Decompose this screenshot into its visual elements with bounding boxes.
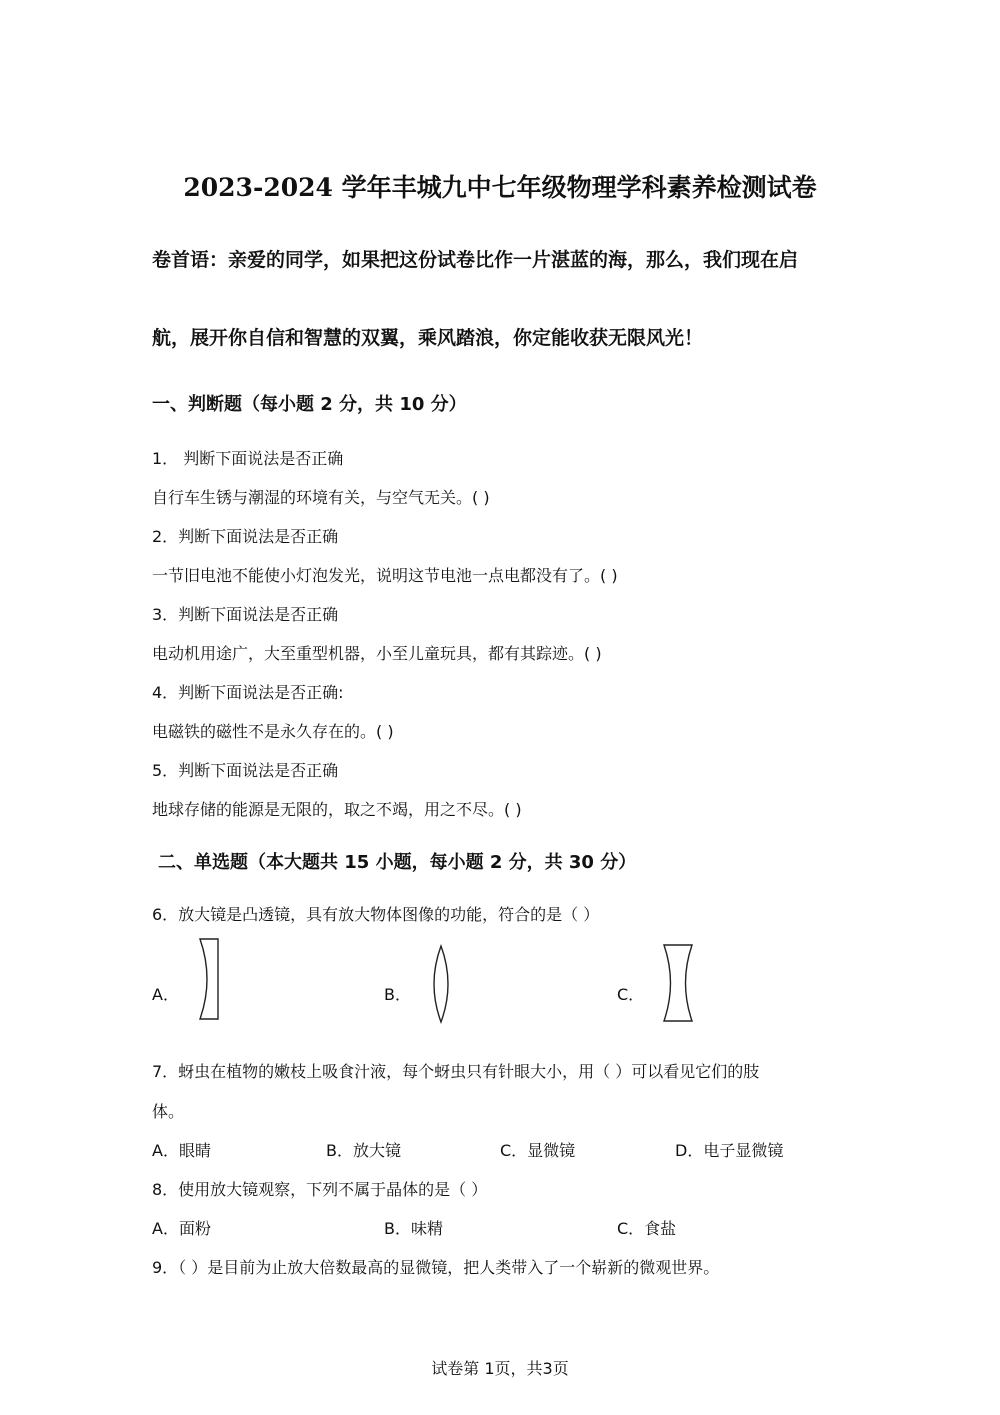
question-5-statement: 地球存储的能源是无限的，取之不竭，用之不尽。( ): [152, 800, 522, 819]
question-3-statement: 电动机用途广，大至重型机器，小至儿童玩具，都有其踪迹。( ): [152, 644, 602, 663]
preface-line-2: 航，展开你自信和智慧的双翼，乘风踏浪，你定能收获无限风光！: [152, 327, 704, 349]
question-6-stem: 6．放大镜是凸透镜，具有放大物体图像的功能，符合的是（ ）: [152, 905, 600, 924]
question-7-option-b: B．放大镜: [326, 1141, 401, 1160]
preface-line-1: 卷首语：亲爱的同学，如果把这份试卷比作一片湛蓝的海，那么，我们现在启: [152, 249, 799, 271]
question-6-option-a: A．: [152, 985, 179, 1004]
question-8-option-b: B．味精: [384, 1219, 443, 1238]
question-5-stem: 5．判断下面说法是否正确: [152, 761, 339, 780]
biconvex-lens-icon: [428, 944, 454, 1024]
question-7-stem-line-2: 体。: [152, 1102, 185, 1121]
question-6-option-b: B．: [384, 985, 411, 1004]
question-8-option-c: C．食盐: [617, 1219, 677, 1238]
question-2-stem: 2．判断下面说法是否正确: [152, 527, 339, 546]
page-footer: 试卷第 1页，共3页: [431, 1359, 569, 1378]
biconcave-lens-icon: [661, 943, 695, 1023]
question-1-statement: 自行车生锈与潮湿的环境有关，与空气无关。( ): [152, 488, 490, 507]
question-8-stem: 8．使用放大镜观察，下列不属于晶体的是（ ）: [152, 1180, 488, 1199]
section-2-heading: 二、单选题（本大题共 15 小题，每小题 2 分，共 30 分）: [158, 852, 637, 873]
question-6-option-c: C．: [617, 985, 645, 1004]
question-9-stem: 9．（ ）是目前为止放大倍数最高的显微镜，把人类带入了一个崭新的微观世界。: [152, 1258, 720, 1277]
question-4-stem: 4．判断下面说法是否正确:: [152, 683, 344, 702]
plano-convex-lens-icon: [196, 936, 224, 1022]
question-8-option-a: A．面粉: [152, 1219, 211, 1238]
question-7-option-d: D．电子显微镜: [675, 1141, 784, 1160]
question-7-option-a: A．眼睛: [152, 1141, 211, 1160]
question-1-stem: 1． 判断下面说法是否正确: [152, 449, 344, 468]
section-1-heading: 一、判断题（每小题 2 分，共 10 分）: [152, 394, 467, 415]
question-4-statement: 电磁铁的磁性不是永久存在的。( ): [152, 722, 394, 741]
page-title: 2023-2024 学年丰城九中七年级物理学科素养检测试卷: [183, 173, 817, 202]
question-3-stem: 3．判断下面说法是否正确: [152, 605, 339, 624]
question-2-statement: 一节旧电池不能使小灯泡发光，说明这节电池一点电都没有了。( ): [152, 566, 618, 585]
question-7-stem-line-1: 7．蚜虫在植物的嫩枝上吸食汁液，每个蚜虫只有针眼大小，用（ ）可以看见它们的肢: [152, 1062, 760, 1081]
question-7-option-c: C．显微镜: [500, 1141, 576, 1160]
